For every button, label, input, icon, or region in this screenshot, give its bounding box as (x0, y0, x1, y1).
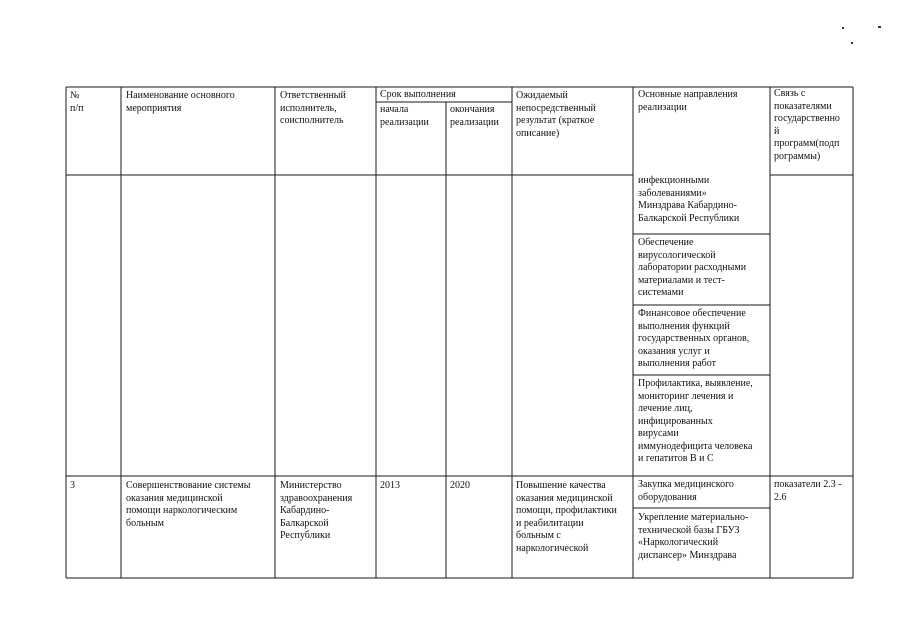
row-start-year: 2013 (380, 480, 400, 491)
header-number: № п/п (70, 90, 84, 114)
row-responsible: Министерство здравоохранения Кабардино- Балкарской Республики (280, 480, 353, 541)
header-activity-name: Наименование основного мероприятия (126, 90, 235, 114)
header-program-link: Связь с показателями государственно й программ(подп рограммы) (774, 88, 840, 162)
row-program-link: показатели 2.3 - 2.6 (774, 479, 842, 503)
row-activity-name: Совершенствование системы оказания медицинской помощи наркологическим больным (126, 480, 251, 529)
row-number: 3 (70, 480, 75, 491)
direction-item: Обеспечение вирусологической лаборатории расходными материалами и тест- системами (638, 237, 747, 298)
header-period-end: окончания реализации (450, 104, 499, 128)
header-responsible: Ответственный исполнитель, соисполнитель (280, 90, 346, 126)
header-expected-result: Ожидаемый непосредственный результат (краткое описание) (516, 90, 596, 139)
header-period: Срок выполнения (380, 89, 456, 100)
direction-item: Закупка медицинского оборудования (638, 479, 734, 503)
direction-item: инфекционными заболеваниями» Минздрава Кабардино- Балкарской Республики (638, 175, 740, 224)
header-period-start: начала реализации (380, 104, 429, 128)
row-expected-result: Повышение качества оказания медицинской помощи, профилактики и реабилитации больным с наркологической (516, 480, 617, 554)
direction-item: Укрепление материально- технической базы ГБУЗ «Наркологический диспансер» Минздрава (638, 512, 749, 561)
row-end-year: 2020 (450, 480, 470, 491)
direction-item: Профилактика, выявление, мониторинг лечения и лечение лиц, инфицированных вирусами иммунодефицита человека и гепатитов В и С (638, 378, 753, 464)
header-directions: Основные направления реализации (638, 89, 738, 113)
direction-item: Финансовое обеспечение выполнения функций государственных органов, оказания услуг и выполнения работ (638, 308, 750, 369)
